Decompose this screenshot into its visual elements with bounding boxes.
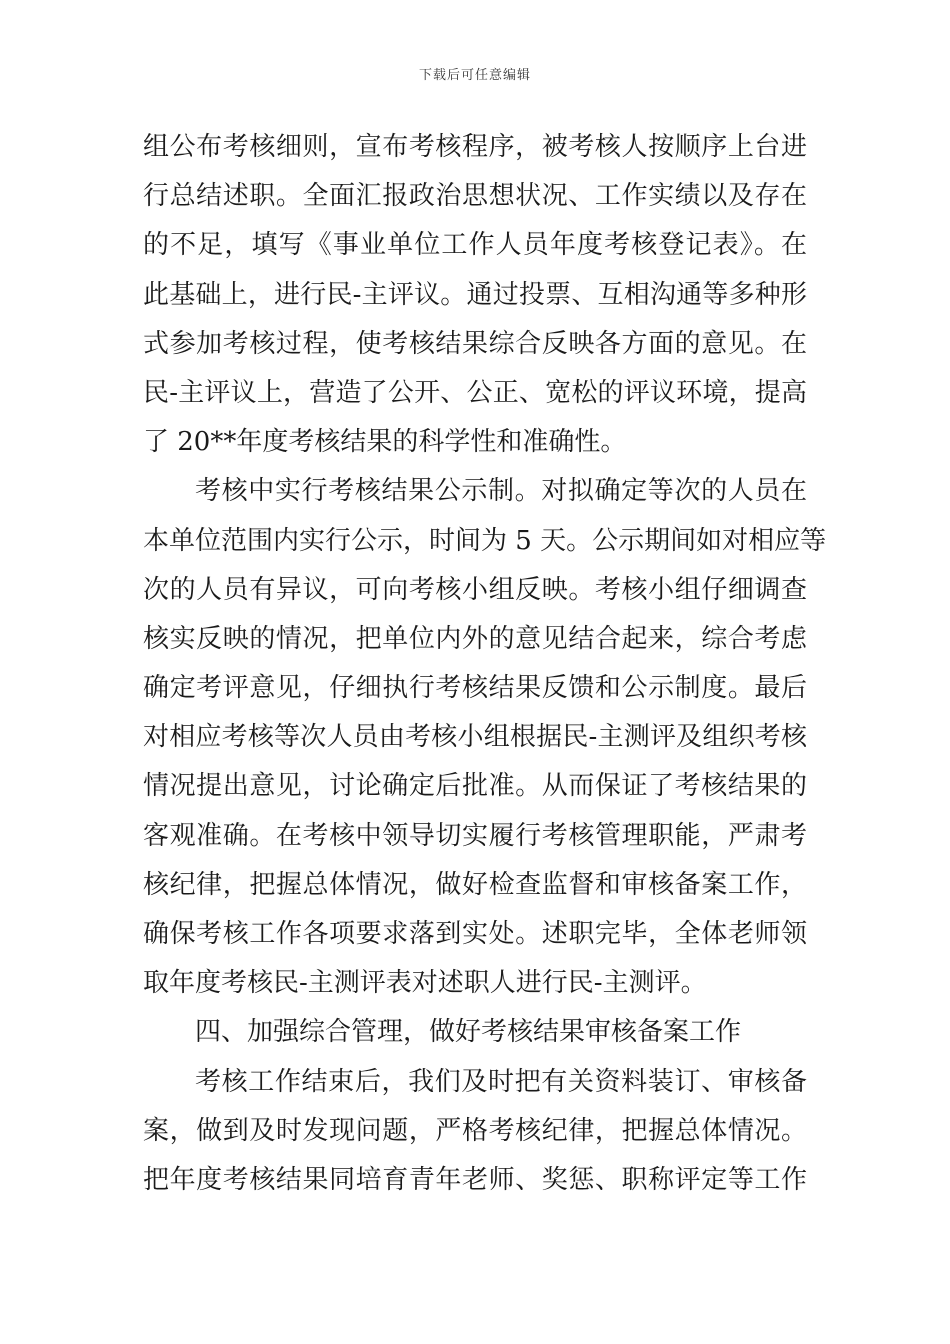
text-line: 确保考核工作各项要求落到实处。述职完毕，全体老师领 <box>143 919 807 949</box>
text-line: 此基础上，进行民-主评议。通过投票、互相沟通等多种形 <box>143 279 807 310</box>
download-note: 下载后可任意编辑 <box>418 68 531 83</box>
text-line: 了 20**年度考核结果的科学性和准确性。 <box>143 427 627 458</box>
paragraph-first-line: 考核中实行考核结果公示制。对拟确定等次的人员在 <box>195 476 807 507</box>
section-heading: 四、加强综合管理，做好考核结果审核备案工作 <box>195 1017 742 1048</box>
text-line: 确定考评意见，仔细执行考核结果反馈和公示制度。最后 <box>143 673 807 704</box>
text-line: 民-主评议上，营造了公开、公正、宽松的评议环境，提高 <box>143 377 807 408</box>
text-line: 次的人员有异议，可向考核小组反映。考核小组仔细调查 <box>143 574 807 605</box>
text-line: 对相应考核等次人员由考核小组根据民-主测评及组织考核 <box>143 722 807 753</box>
text-line: 把年度考核结果同培育青年老师、奖惩、职称评定等工作 <box>143 1164 807 1195</box>
text-line: 取年度考核民-主测评表对述职人进行民-主测评。 <box>143 968 707 999</box>
text-line: 核纪律，把握总体情况，做好检查监督和审核备案工作， <box>143 869 807 900</box>
text-line: 情况提出意见，讨论确定后批准。从而保证了考核结果的 <box>143 771 807 802</box>
text-line: 的不足，填写《事业单位工作人员年度考核登记表》。在 <box>143 230 807 261</box>
text-line: 案，做到及时发现问题，严格考核纪律，把握总体情况。 <box>143 1115 807 1146</box>
text-line: 本单位范围内实行公示，时间为 5 天。公示期间如对相应等 <box>143 525 827 556</box>
document-body <box>143 123 827 1205</box>
paragraph-first-line: 考核工作结束后，我们及时把有关资料装订、审核备 <box>195 1066 807 1097</box>
text-line: 行总结述职。全面汇报政治思想状况、工作实绩以及存在 <box>143 181 807 212</box>
text-line: 客观准确。在考核中领导切实履行考核管理职能，严肃考 <box>143 820 807 851</box>
text-line: 式参加考核过程，使考核结果综合反映各方面的意见。在 <box>143 328 807 359</box>
text-line: 组公布考核细则，宣布考核程序，被考核人按顺序上台进 <box>143 132 807 162</box>
text-line: 核实反映的情况，把单位内外的意见结合起来，综合考虑 <box>143 623 807 654</box>
